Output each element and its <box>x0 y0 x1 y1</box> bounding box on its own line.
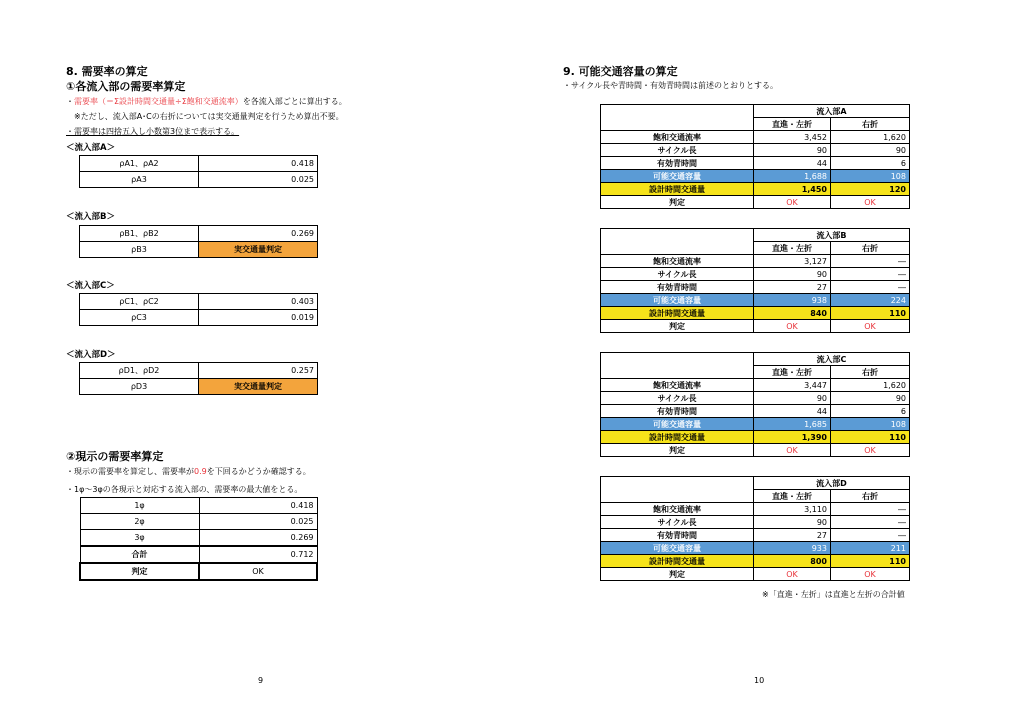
capacity-table-c <box>600 352 910 457</box>
table-row <box>601 444 910 457</box>
row-label: 判定 <box>601 444 754 457</box>
value-right-turn: 224 <box>831 294 910 307</box>
value-right-turn: 110 <box>831 431 910 444</box>
col-right-turn: 右折 <box>831 490 910 503</box>
row-name: ρD3 <box>80 379 199 395</box>
row-name: ρD1、ρD2 <box>80 363 199 379</box>
value-through-left: 90 <box>754 516 831 529</box>
blank-cell <box>601 490 754 503</box>
page-number-right: 10 <box>754 676 765 685</box>
approach-title: 流入部A <box>754 105 910 118</box>
blank-cell <box>601 353 754 366</box>
value-through-left: 3,447 <box>754 379 831 392</box>
row-label: 判定 <box>601 320 754 333</box>
value-right-turn: 108 <box>831 418 910 431</box>
row-label: 飽和交通流率 <box>601 503 754 516</box>
value-right-turn: ― <box>831 529 910 542</box>
table-row <box>601 294 910 307</box>
table-row <box>601 405 910 418</box>
table-header-row <box>601 366 910 379</box>
row-value: 0.403 <box>199 294 318 310</box>
table-row <box>601 503 910 516</box>
table-row <box>601 131 910 144</box>
table-header-row <box>601 229 910 242</box>
table-row <box>601 418 910 431</box>
phase-name: 3φ <box>80 530 199 547</box>
value-through-left: 90 <box>754 392 831 405</box>
row-name: ρC1、ρC2 <box>80 294 199 310</box>
table-row <box>601 431 910 444</box>
value-through-left: 44 <box>754 405 831 418</box>
row-label: 設計時間交通量 <box>601 307 754 320</box>
row-label: 設計時間交通量 <box>601 431 754 444</box>
blank-cell <box>601 229 754 242</box>
bullet-phase-check <box>66 466 311 477</box>
bullet-cycle-note: ・サイクル長や青時間・有効青時間は前述のとおりとする。 <box>563 81 779 90</box>
demand-formula: 需要率（＝Σ設計時間交通量÷Σ飽和交通流率） <box>74 97 243 106</box>
blank-cell <box>601 118 754 131</box>
group-label-d: ＜流入部D＞ <box>66 350 116 360</box>
table-row <box>601 183 910 196</box>
value-right-turn: OK <box>831 320 910 333</box>
row-label: サイクル長 <box>601 392 754 405</box>
bullet-rest: を各流入部ごとに算出する。 <box>242 97 347 106</box>
row-value: 0.019 <box>199 310 318 326</box>
col-right-turn: 右折 <box>831 242 910 255</box>
table-row <box>601 555 910 568</box>
bullet-pre: ・現示の需要率を算定し、需要率が <box>66 467 194 476</box>
value-right-turn: 1,620 <box>831 379 910 392</box>
ratio-table-d <box>79 362 318 395</box>
value-through-left: 840 <box>754 307 831 320</box>
value-through-left: OK <box>754 568 831 581</box>
total-label: 合計 <box>80 546 199 563</box>
value-through-left: 938 <box>754 294 831 307</box>
row-label: 飽和交通流率 <box>601 255 754 268</box>
phase-name: 1φ <box>80 498 199 514</box>
value-right-turn: OK <box>831 444 910 457</box>
value-right-turn: 6 <box>831 157 910 170</box>
row-label: 設計時間交通量 <box>601 183 754 196</box>
value-through-left: 1,450 <box>754 183 831 196</box>
value-right-turn: 6 <box>831 405 910 418</box>
row-name: ρA1、ρA2 <box>80 156 199 172</box>
table-row <box>601 196 910 209</box>
bullet-post: を下回るかどうか確認する。 <box>206 467 311 476</box>
value-right-turn: OK <box>831 196 910 209</box>
blank-cell <box>601 105 754 118</box>
section-9-title: 9. 可能交通容量の算定 <box>563 65 678 78</box>
total-value: 0.712 <box>199 546 317 563</box>
table-row <box>80 310 318 326</box>
table-header-row <box>601 490 910 503</box>
value-through-left: 1,685 <box>754 418 831 431</box>
bullet-demand-definition <box>66 96 347 107</box>
value-right-turn: ― <box>831 281 910 294</box>
table-row <box>80 514 317 530</box>
blank-cell <box>601 242 754 255</box>
table-row <box>601 529 910 542</box>
table-row <box>80 379 318 395</box>
judgement-label: 判定 <box>80 563 199 580</box>
table-row <box>601 268 910 281</box>
section-8-title: 8. 需要率の算定 <box>66 65 148 78</box>
col-right-turn: 右折 <box>831 366 910 379</box>
table-row <box>80 242 318 258</box>
bullet-dot: ・ <box>66 97 74 106</box>
value-through-left: 3,452 <box>754 131 831 144</box>
table-header-row <box>601 353 910 366</box>
value-through-left: 44 <box>754 157 831 170</box>
row-label: サイクル長 <box>601 516 754 529</box>
actual-volume-judgement: 実交通量判定 <box>199 379 318 395</box>
row-label: サイクル長 <box>601 268 754 281</box>
footnote: ※「直進・左折」は直進と左折の合計値 <box>762 590 905 599</box>
row-label: 可能交通容量 <box>601 170 754 183</box>
table-row <box>80 156 318 172</box>
phase-name: 2φ <box>80 514 199 530</box>
value-through-left: 933 <box>754 542 831 555</box>
subsection-2-title: ②現示の需要率算定 <box>66 450 164 463</box>
subsection-1-title: ①各流入部の需要率算定 <box>66 80 186 93</box>
row-label: 飽和交通流率 <box>601 131 754 144</box>
capacity-table-a <box>600 104 910 209</box>
row-label: 可能交通容量 <box>601 294 754 307</box>
value-right-turn: ― <box>831 516 910 529</box>
table-row <box>80 226 318 242</box>
blank-cell <box>601 366 754 379</box>
approach-title: 流入部B <box>754 229 910 242</box>
col-through-left: 直進・左折 <box>754 242 831 255</box>
capacity-table-d <box>600 476 910 581</box>
bullet-rounding: ・需要率は四捨五入し小数第3位まで表示する。 <box>66 127 240 136</box>
table-row <box>601 392 910 405</box>
value-right-turn: 110 <box>831 555 910 568</box>
ratio-table-c <box>79 293 318 326</box>
row-value: 0.418 <box>199 156 318 172</box>
table-row <box>601 255 910 268</box>
table-header-row <box>601 118 910 131</box>
row-name: ρB1、ρB2 <box>80 226 199 242</box>
phase-value: 0.025 <box>199 514 317 530</box>
ratio-table-a <box>79 155 318 188</box>
table-row <box>80 498 317 514</box>
table-header-row <box>601 242 910 255</box>
row-label: 可能交通容量 <box>601 542 754 555</box>
table-row <box>601 307 910 320</box>
value-right-turn: 120 <box>831 183 910 196</box>
value-through-left: 1,390 <box>754 431 831 444</box>
row-label: 有効青時間 <box>601 405 754 418</box>
table-row <box>601 281 910 294</box>
value-through-left: OK <box>754 196 831 209</box>
table-row <box>80 530 317 547</box>
value-right-turn: 211 <box>831 542 910 555</box>
group-label-c: ＜流入部C＞ <box>66 281 115 291</box>
table-row <box>601 542 910 555</box>
threshold-value: 0.9 <box>194 467 207 476</box>
row-label: 有効青時間 <box>601 281 754 294</box>
row-name: ρC3 <box>80 310 199 326</box>
value-through-left: OK <box>754 320 831 333</box>
value-right-turn: ― <box>831 268 910 281</box>
table-header-row <box>601 477 910 490</box>
row-value: 0.025 <box>199 172 318 188</box>
phase-ratio-table <box>79 497 318 581</box>
ratio-table-b <box>79 225 318 258</box>
group-label-a: ＜流入部A＞ <box>66 143 116 153</box>
judgement-row <box>80 563 317 580</box>
page-number-left: 9 <box>258 676 264 685</box>
row-label: 可能交通容量 <box>601 418 754 431</box>
judgement-value: OK <box>199 563 317 580</box>
table-row <box>80 294 318 310</box>
value-right-turn: OK <box>831 568 910 581</box>
table-row <box>80 172 318 188</box>
total-row <box>80 546 317 563</box>
row-label: 判定 <box>601 568 754 581</box>
group-label-b: ＜流入部B＞ <box>66 212 115 222</box>
table-row <box>601 516 910 529</box>
table-row <box>601 379 910 392</box>
table-row <box>601 320 910 333</box>
value-through-left: 27 <box>754 529 831 542</box>
phase-value: 0.269 <box>199 530 317 547</box>
table-row <box>601 157 910 170</box>
capacity-table-b <box>600 228 910 333</box>
value-right-turn: 1,620 <box>831 131 910 144</box>
row-label: 設計時間交通量 <box>601 555 754 568</box>
row-label: 飽和交通流率 <box>601 379 754 392</box>
col-right-turn: 右折 <box>831 118 910 131</box>
row-label: 有効青時間 <box>601 157 754 170</box>
value-right-turn: 108 <box>831 170 910 183</box>
value-through-left: 3,127 <box>754 255 831 268</box>
value-through-left: 27 <box>754 281 831 294</box>
value-through-left: 1,688 <box>754 170 831 183</box>
value-right-turn: 110 <box>831 307 910 320</box>
table-header-row <box>601 105 910 118</box>
row-label: 判定 <box>601 196 754 209</box>
row-name: ρA3 <box>80 172 199 188</box>
phase-value: 0.418 <box>199 498 317 514</box>
col-through-left: 直進・左折 <box>754 366 831 379</box>
value-right-turn: ― <box>831 503 910 516</box>
table-row <box>601 144 910 157</box>
value-right-turn: 90 <box>831 392 910 405</box>
row-value: 0.257 <box>199 363 318 379</box>
value-through-left: 90 <box>754 144 831 157</box>
blank-cell <box>601 477 754 490</box>
bullet-note-exclusion: ※ただし、流入部A･Cの右折については実交通量判定を行うため算出不要。 <box>74 112 344 121</box>
value-through-left: 90 <box>754 268 831 281</box>
bullet-phase-max: ・1φ～3φの各現示と対応する流入部の、需要率の最大値をとる。 <box>66 485 303 494</box>
row-value: 0.269 <box>199 226 318 242</box>
approach-title: 流入部D <box>754 477 910 490</box>
value-through-left: 3,110 <box>754 503 831 516</box>
row-name: ρB3 <box>80 242 199 258</box>
row-label: 有効青時間 <box>601 529 754 542</box>
value-right-turn: ― <box>831 255 910 268</box>
table-row <box>80 363 318 379</box>
approach-title: 流入部C <box>754 353 910 366</box>
row-label: サイクル長 <box>601 144 754 157</box>
value-through-left: 800 <box>754 555 831 568</box>
col-through-left: 直進・左折 <box>754 490 831 503</box>
table-row <box>601 568 910 581</box>
table-row <box>601 170 910 183</box>
col-through-left: 直進・左折 <box>754 118 831 131</box>
value-right-turn: 90 <box>831 144 910 157</box>
value-through-left: OK <box>754 444 831 457</box>
actual-volume-judgement: 実交通量判定 <box>199 242 318 258</box>
